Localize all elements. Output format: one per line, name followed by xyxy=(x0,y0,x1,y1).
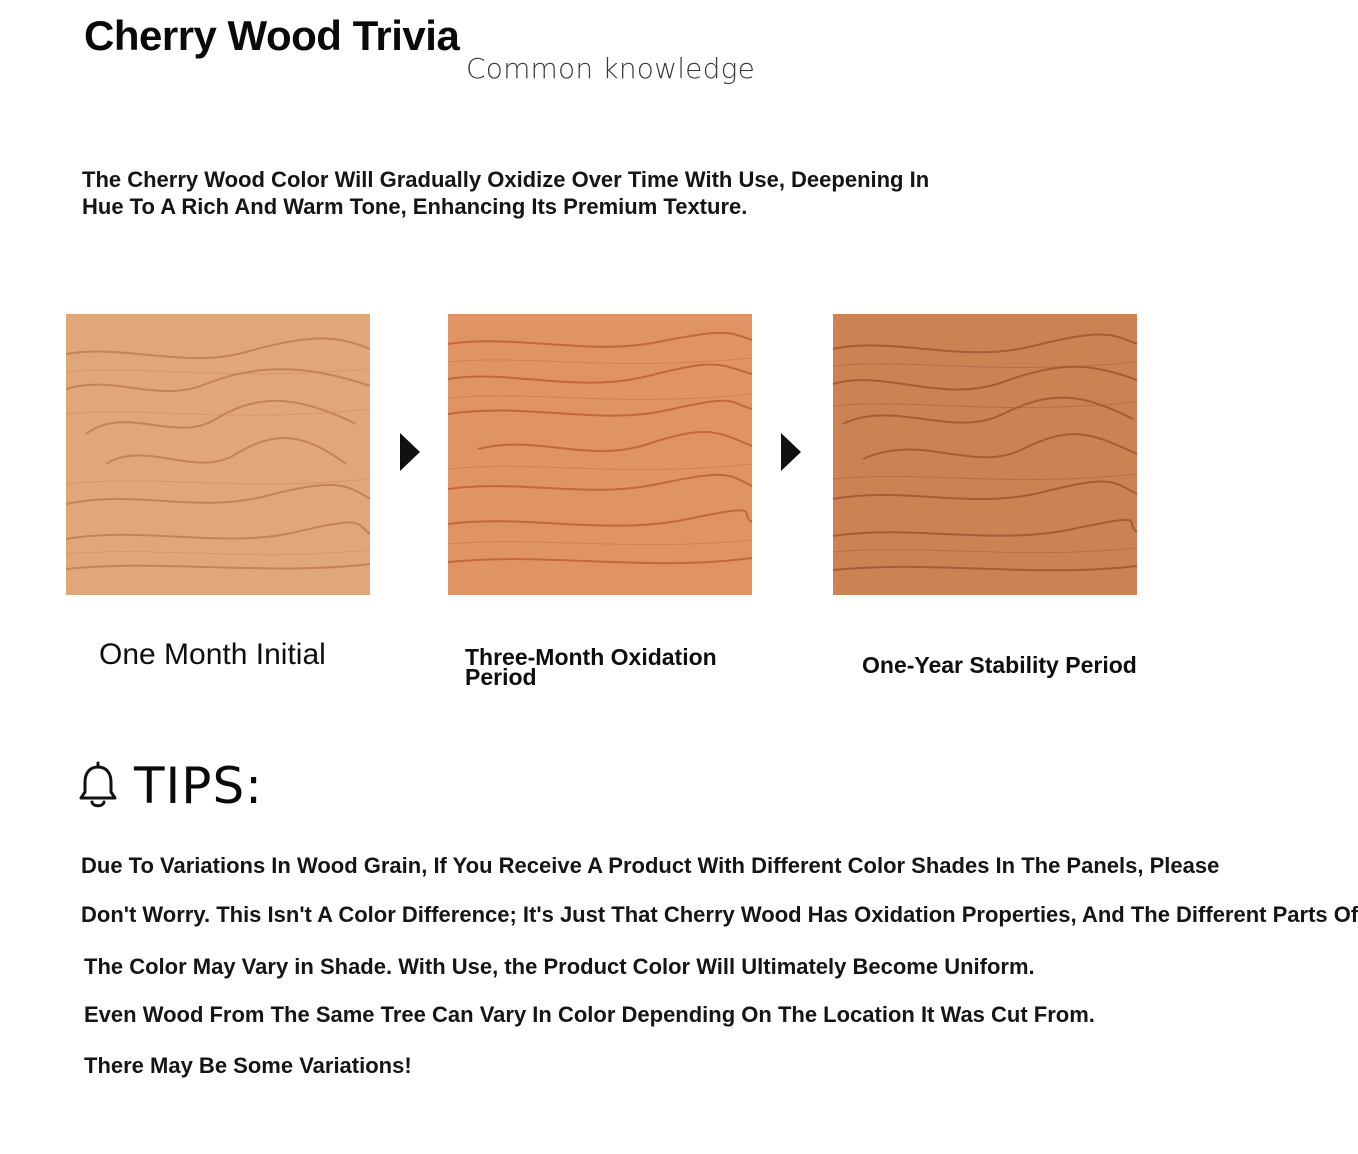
intro-text: The Cherry Wood Color Will Gradually Oxidize Over Time With Use, Deepening In Hue To A Rich And Warm Tone, Enhancing Its Premium Texture. xyxy=(82,167,930,219)
triangle-right-icon xyxy=(400,433,420,471)
triangle-right-icon xyxy=(781,433,801,471)
page-title: Cherry Wood Trivia xyxy=(84,12,460,59)
tip-line: Due To Variations In Wood Grain, If You Receive A Product With Different Color Shades In The Panels, Please xyxy=(81,853,1220,878)
page-subtitle: Common knowledge xyxy=(466,52,756,85)
bell-icon xyxy=(78,762,118,810)
wood-swatch-three-month xyxy=(448,314,752,595)
tips-heading: TIPS: xyxy=(134,757,264,815)
tip-line: The Color May Vary in Shade. With Use, the Product Color Will Ultimately Become Uniform. xyxy=(84,954,1035,979)
stage-label-one-year: One-Year Stability Period xyxy=(862,652,1137,678)
stage-label-three-month: Three-Month Oxidation Period xyxy=(465,644,717,690)
wood-swatch-one-month xyxy=(66,314,370,595)
wood-swatch-one-year xyxy=(833,314,1137,595)
tip-line: Even Wood From The Same Tree Can Vary In Color Depending On The Location It Was Cut From. xyxy=(84,1002,1095,1027)
tip-line: There May Be Some Variations! xyxy=(84,1053,412,1078)
stage-label-one-month: One Month Initial xyxy=(99,638,326,671)
tip-line: Don't Worry. This Isn't A Color Difference; It's Just That Cherry Wood Has Oxidation Properties, And The Different Parts Of xyxy=(81,902,1358,927)
